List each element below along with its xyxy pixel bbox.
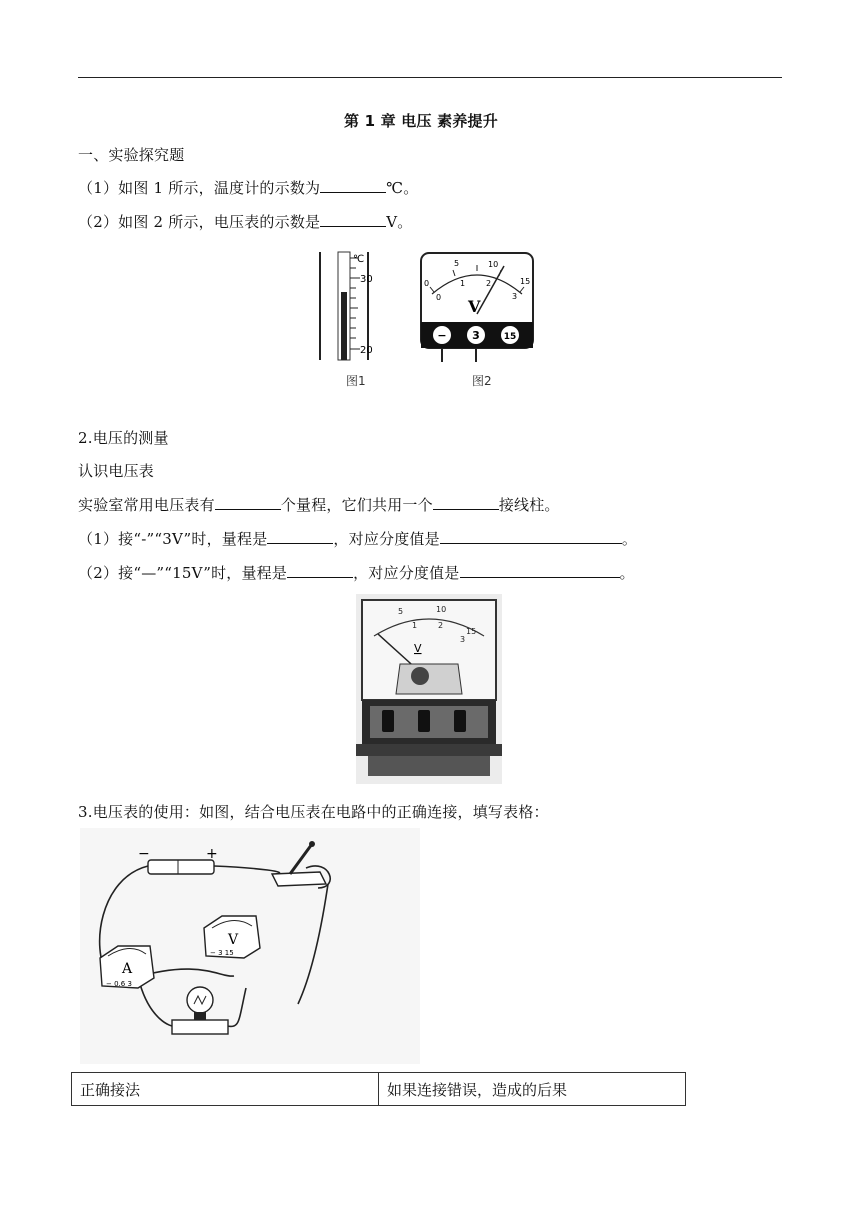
terminal-minus: − <box>437 329 447 342</box>
device-symbol: V <box>414 642 422 655</box>
terminal-15: 15 <box>503 332 517 342</box>
voltmeter-terminals: − 3 15 <box>210 949 234 957</box>
battery-minus-label: − <box>138 846 150 862</box>
section2-heading: 2.电压的测量 <box>78 429 169 447</box>
unit-label: ℃ <box>353 254 365 265</box>
section3-heading: 3.电压表的使用：如图，结合电压表在电路中的正确连接，填写表格： <box>78 803 549 821</box>
figure-1-caption: 图1 <box>346 374 366 388</box>
range-3v-line: （1）接“-”“3V”时，量程是 ，对应分度值是 。 <box>78 530 638 548</box>
dial-symbol: V <box>468 297 481 316</box>
thermometer-figure <box>316 250 386 365</box>
answer-blank[interactable] <box>287 563 353 578</box>
dial-top-15: 15 <box>520 277 531 286</box>
voltmeter-device-figure <box>356 594 502 784</box>
table-header-consequence: 如果连接错误，造成的后果 <box>379 1073 686 1106</box>
page-title: 第 1 章 电压 素养提升 <box>344 112 498 130</box>
dial-bottom-2: 2 <box>486 279 492 288</box>
ammeter-label: A <box>122 961 133 977</box>
section2-subheading: 认识电压表 <box>78 462 155 480</box>
device-dial-1: 1 <box>412 621 418 630</box>
voltmeter-figure <box>420 252 534 364</box>
figure-2-caption: 图2 <box>472 374 492 388</box>
device-dial-10: 10 <box>436 605 447 614</box>
tick-label-30: 30 <box>360 274 373 285</box>
answer-blank[interactable] <box>320 212 386 227</box>
range-15v-line: （2）接“—”“15V”时，量程是 ，对应分度值是 。 <box>78 564 635 582</box>
device-dial-3: 3 <box>460 635 466 644</box>
device-dial-15: 15 <box>466 627 477 636</box>
answer-blank[interactable] <box>460 563 620 578</box>
question-1: （1）如图 1 所示，温度计的示数为 ℃。 <box>78 179 419 197</box>
ammeter-terminals: − 0.6 3 <box>106 980 132 988</box>
terminal-3: 3 <box>472 329 480 342</box>
answer-blank[interactable] <box>440 529 622 544</box>
dial-bottom-0: 0 <box>436 293 442 302</box>
device-dial-5: 5 <box>398 607 404 616</box>
answer-blank[interactable] <box>433 495 499 510</box>
dial-bottom-3: 3 <box>512 292 518 301</box>
answer-table <box>71 1072 686 1106</box>
table-row <box>72 1073 686 1106</box>
dial-bottom-1: 1 <box>460 279 466 288</box>
answer-blank[interactable] <box>320 178 386 193</box>
question-2: （2）如图 2 所示，电压表的示数是 V。 <box>78 213 413 231</box>
dial-top-5: 5 <box>454 259 460 268</box>
device-dial-2: 2 <box>438 621 444 630</box>
tick-label-20: 20 <box>360 345 373 356</box>
section1-heading: 一、实验探究题 <box>78 146 185 164</box>
answer-blank[interactable] <box>215 495 281 510</box>
battery-plus-label: + <box>206 846 218 862</box>
circuit-figure <box>80 828 420 1064</box>
answer-blank[interactable] <box>267 529 333 544</box>
voltmeter-ranges-line: 实验室常用电压表有 个量程，它们共用一个 接线柱。 <box>78 496 560 514</box>
dial-top-0: 0 <box>424 279 430 288</box>
header-rule <box>78 77 782 78</box>
table-header-correct: 正确接法 <box>72 1073 379 1106</box>
dial-top-10: 10 <box>488 260 499 269</box>
voltmeter-label: V <box>228 932 239 948</box>
